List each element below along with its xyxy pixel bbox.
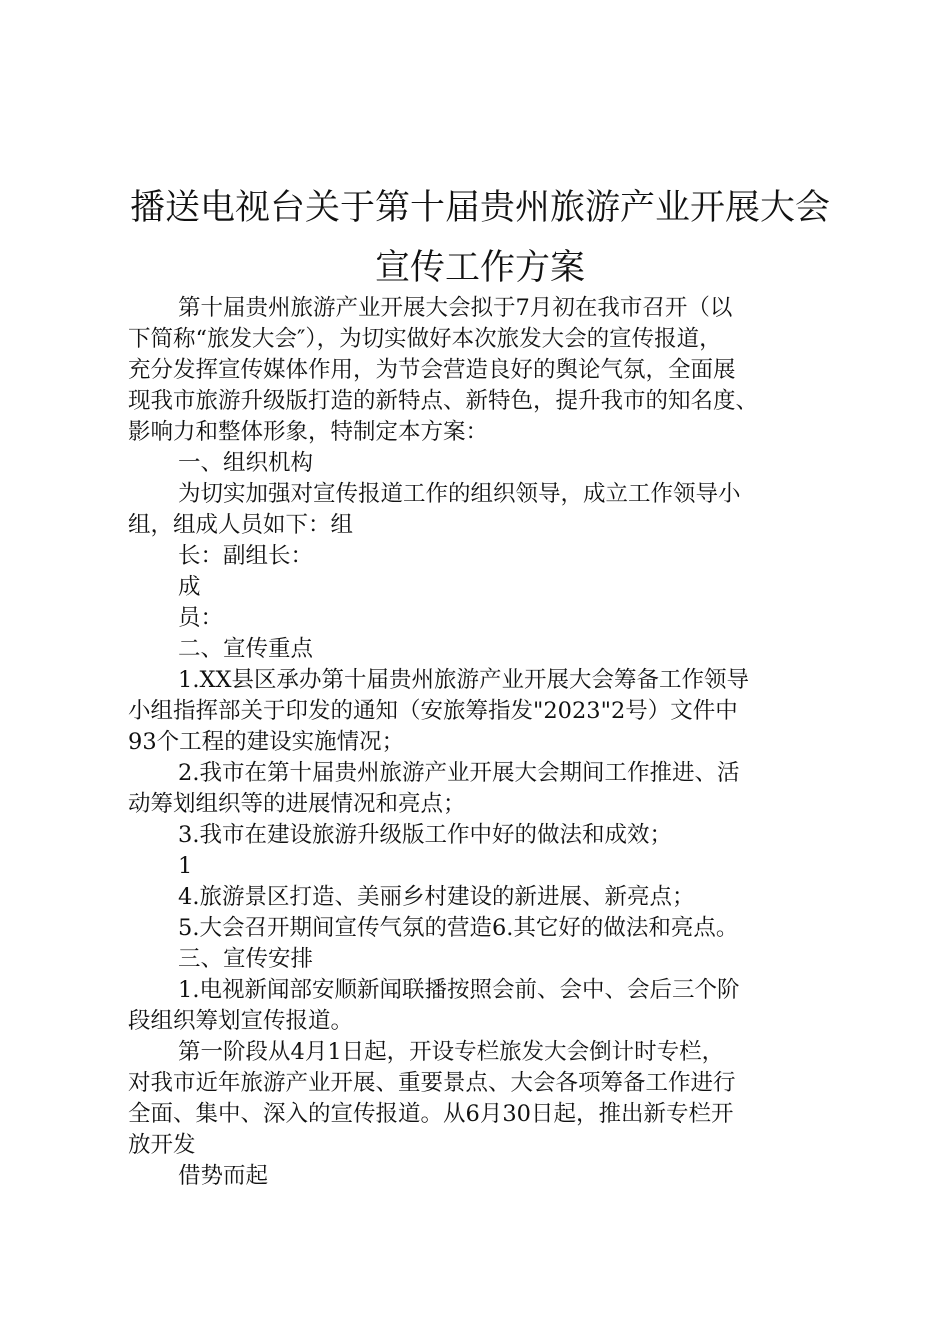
list-item-line: 4.旅游景区打造、美丽乡村建设的新进展、新亮点；: [178, 884, 695, 910]
list-item-line: 5.大会召开期间宣传气氛的营造6.其它好的做法和亮点。: [178, 915, 739, 941]
section-heading: 二、宣传重点: [178, 636, 314, 662]
paragraph-line: 成: [178, 574, 201, 600]
list-item-line: 1.电视新闻部安顺新闻联播按照会前、会中、会后三个阶: [178, 977, 740, 1003]
list-item-line: 93个工程的建设实施情况；: [128, 729, 405, 755]
list-item-line: 小组指挥部关于印发的通知（安旅筹指发"2023"2号）文件中: [128, 698, 738, 724]
paragraph-line: 借势而起: [178, 1163, 269, 1189]
paragraph-line: 员：: [178, 605, 224, 631]
page-number: 1: [178, 853, 193, 879]
document-title-line-2: 宣传工作方案: [374, 248, 585, 288]
list-item-line: 2.我市在第十届贵州旅游产业开展大会期间工作推进、活: [178, 760, 740, 786]
list-item-line: 段组织筹划宣传报道。: [128, 1008, 354, 1034]
list-item-line: 动筹划组织等的进展情况和亮点；: [128, 791, 466, 817]
paragraph-line: 组，组成人员如下：组: [128, 512, 354, 538]
paragraph-line: 全面、集中、深入的宣传报道。从6月30日起，推出新专栏开: [128, 1101, 734, 1127]
paragraph-line: 第一阶段从4月1日起，开设专栏旅发大会倒计时专栏，: [178, 1039, 725, 1065]
paragraph-line: 对我市近年旅游产业开展、重要景点、大会各项筹备工作进行: [128, 1070, 736, 1096]
section-heading: 三、宣传安排: [178, 946, 314, 972]
paragraph-line: 现我市旅游升级版打造的新特点、新特色，提升我市的知名度、: [128, 388, 759, 414]
paragraph-line: 影响力和整体形象，特制定本方案：: [128, 419, 489, 445]
document-title-line-1: 播送电视台关于第十届贵州旅游产业开展大会: [129, 188, 830, 228]
document-body: [128, 293, 838, 1192]
paragraph-line: 为切实加强对宣传报道工作的组织领导，成立工作领导小: [178, 481, 741, 507]
paragraph-line: 放开发: [128, 1132, 196, 1158]
list-item-line: 3.我市在建设旅游升级版工作中好的做法和成效；: [178, 822, 672, 848]
paragraph-line: 下简称“旅发大会″），为切实做好本次旅发大会的宣传报道，: [128, 326, 722, 352]
paragraph-line: 第十届贵州旅游产业开展大会拟于7月初在我市召开（以: [178, 295, 733, 321]
section-heading: 一、组织机构: [178, 450, 314, 476]
paragraph-line: 充分发挥宣传媒体作用，为节会营造良好的舆论气氛，全面展: [128, 357, 736, 383]
paragraph-line: 长：副组长：: [178, 543, 314, 569]
list-item-line: 1.XX县区承办第十届贵州旅游产业开展大会筹备工作领导: [178, 667, 750, 693]
